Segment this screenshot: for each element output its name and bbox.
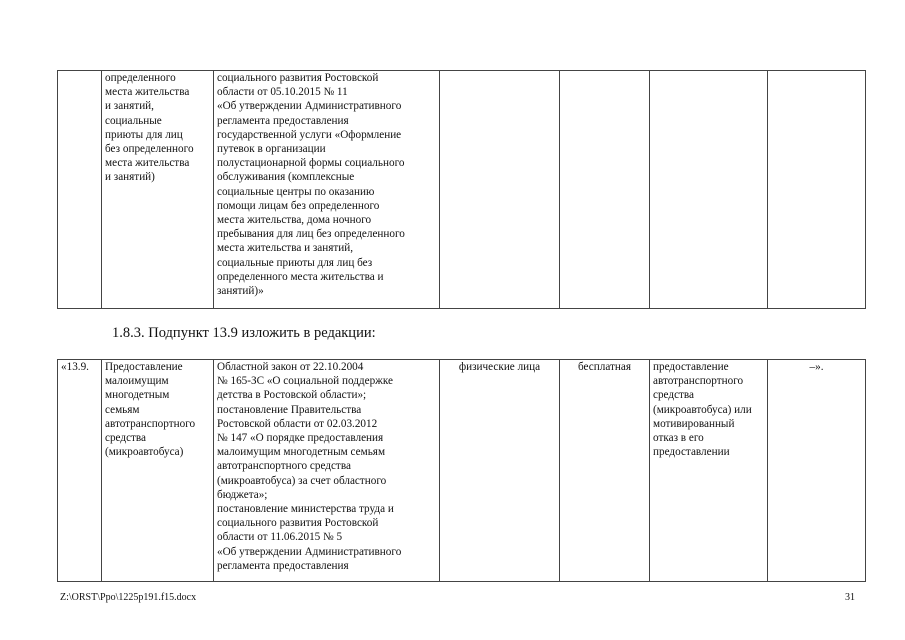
cell-legal-basis: Областной закон от 22.10.2004 № 165-ЗС «О социальной поддержке детства в Ростовской области»; постановление Правительства Ростовской области от 02.03.2012 № 147 «О порядке предоставления малоимущим многодетным семьям автотранспортного средства (микроавтобуса) за счет областного бюджета»; постановление министерства труда и социального развития Ростовской области от 11.06.2015 № 5 «Об утверждении Административного регламента предоставления: [214, 360, 440, 582]
table-row: [58, 360, 866, 582]
cell-payment: [560, 71, 650, 309]
cell-recipients: физические лица: [440, 360, 560, 582]
cell-service-name: определенного места жительства и занятий, социальные приюты для лиц без определенного места жительства и занятий): [102, 71, 214, 309]
cell-result: [650, 71, 768, 309]
cell-payment: бесплатная: [560, 360, 650, 582]
cell-number: [58, 71, 102, 309]
amendment-paragraph: 1.8.3. Подпункт 13.9 изложить в редакции:: [112, 325, 376, 341]
table-continuation: [57, 70, 866, 309]
cell-recipients: [440, 71, 560, 309]
table-amendment: [57, 359, 866, 582]
cell-result: предоставление автотранспортного средства (микроавтобуса) или мотивированный отказ в его предоставлении: [650, 360, 768, 582]
cell-number: «13.9.: [58, 360, 102, 582]
cell-extra: [768, 71, 866, 309]
footer-file-path: Z:\ORST\Ppo\1225p191.f15.docx: [60, 592, 197, 603]
cell-legal-basis: социального развития Ростовской области от 05.10.2015 № 11 «Об утверждении Административного регламента предоставления государственной услуги «Оформление путевок в организации полустационарной формы социального обслуживания (комплексные социальные центры по оказанию помощи лицам без определенного места жительства, дома ночного пребывания для лиц без определенного места жительства и занятий, социальные приюты для лиц без определенного места жительства и занятий)»: [214, 71, 440, 309]
cell-service-name: Предоставление малоимущим многодетным семьям автотранспортного средства (микроавтобуса): [102, 360, 214, 582]
cell-extra: –».: [768, 360, 866, 582]
table-row: [58, 71, 866, 309]
footer-page-number: 31: [845, 592, 855, 603]
